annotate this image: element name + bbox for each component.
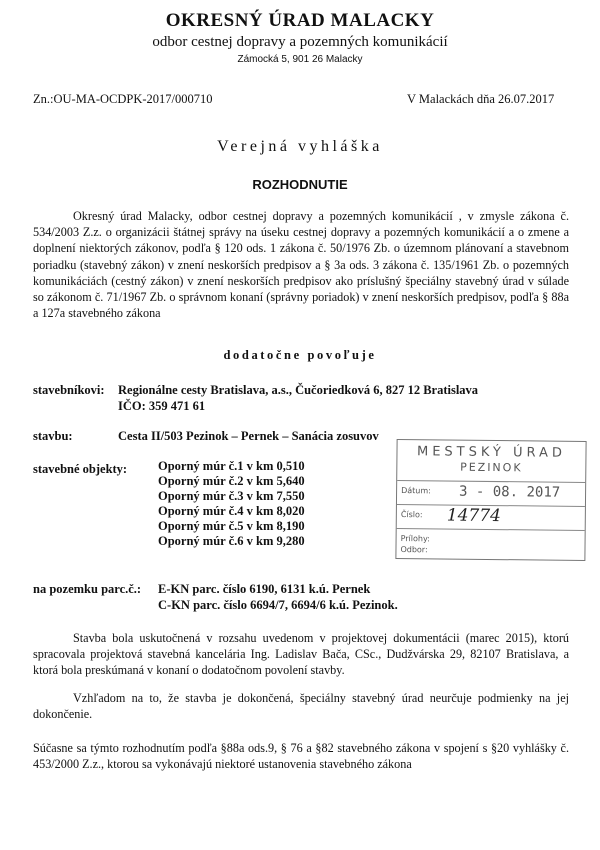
office-address: Zámocká 5, 901 26 Malacky [237,54,363,65]
paragraph-project: Stavba bola uskutočnená v rozsahu uvedenom v projektovej dokumentácii (marec 2015), ktorú spracovala projektová stavebná kancelária Ing. Ladislav Bača, CSc., Dudžvárska 29, 82107 Bratislava, a ktorá bola preskúmaná v konaní o dodatočnom povolení stavby. [33,631,569,678]
office-name: OKRESNÝ ÚRAD MALACKY [165,10,435,31]
parcel-line-1: E-KN parc. číslo 6190, 6131 k.ú. Pernek [158,582,371,596]
stamp-city: PEZINOK [460,460,523,475]
object-item: Oporný múr č.5 v km 8,190 [158,519,305,533]
permit-title: dodatočne povoľuje [223,348,377,362]
construction-label: stavbu: [33,429,73,443]
notice-title: Verejná vyhláška [217,138,383,155]
stamp-title: MESTSKÝ ÚRAD [416,444,567,461]
builder-name: Regionálne cesty Bratislava, a.s., Čučoriedková 6, 827 12 Bratislava [118,383,479,397]
objects-label: stavebné objekty: [33,462,128,476]
reference-number: Zn.:OU-MA-OCDPK-2017/000710 [33,92,213,106]
stamp-date: 3 - 08. 2017 [459,483,561,501]
stamp-number: 14774 [446,505,502,527]
received-stamp [395,439,586,561]
stamp-number-label: Číslo: [400,510,423,520]
stamp-department-label: Odbor: [400,545,428,555]
builder-ico: IČO: 359 471 61 [118,399,206,413]
stamp-date-label: Dátum: [401,486,431,496]
stamp-bottom-row [396,528,584,559]
object-item: Oporný múr č.1 v km 0,510 [158,459,305,473]
construction-value: Cesta II/503 Pezinok – Pernek – Sanácia zosuvov [118,429,379,443]
builder-label: stavebníkovi: [33,383,105,397]
stamp-number-row [397,504,585,531]
place-date: V Malackách dňa 26.07.2017 [407,92,555,106]
parcel-label: na pozemku parc.č.: [33,582,142,596]
object-item: Oporný múr č.2 v km 5,640 [158,474,305,488]
object-item: Oporný múr č.3 v km 7,550 [158,489,305,503]
parcel-line-2: C-KN parc. číslo 6694/7, 6694/6 k.ú. Pezinok. [158,598,398,612]
stamp-attachments-label: Prílohy: [400,534,430,544]
object-item: Oporný múr č.6 v km 9,280 [158,534,305,548]
decision-title: ROZHODNUTIE [252,177,348,192]
object-item: Oporný múr č.4 v km 8,020 [158,504,305,518]
department-name: odbor cestnej dopravy a pozemných komunikácií [152,34,448,50]
paragraph-completion: Vzhľadom na to, že stavba je dokončená, špeciálny stavebný úrad neurčuje podmienky na jej dokončenie. [33,691,569,722]
paragraph-simultaneous: Súčasne sa týmto rozhodnutím podľa §88a ods.9, § 76 a §82 stavebného zákona v spojení s §20 vyhlášky č. 453/2000 Z.z., ktorou sa vykonávajú niektoré ustanovenia stavebného zákona [33,741,569,772]
intro-paragraph: Okresný úrad Malacky, odbor cestnej dopravy a pozemných komunikácií , v zmysle zákona č. 534/2003 Z.z. o organizácii štátnej správy na úseku cestnej dopravy a pozemných komunikácií a o zmene a doplnení niektorých zákonov, podľa § 120 ods. 1 zákona č. 50/1976 Zb. o územnom plánovaní a stavebnom poriadku (stavebný zákon) v znení neskorších predpisov a § 3a ods. 3 zákona č. 135/1961 Zb. o pozemných komunikáciách (cestný zákon) v znení neskorších predpisov ako príslušný špeciálny stavebný úrad v súlade so zákonom č. 71/1967 Zb. o správnom konaní (správny poriadok) v znení neskorších predpisov, podľa § 88a a 127a stavebného zákona [33,209,569,321]
stamp-date-row [397,480,585,507]
